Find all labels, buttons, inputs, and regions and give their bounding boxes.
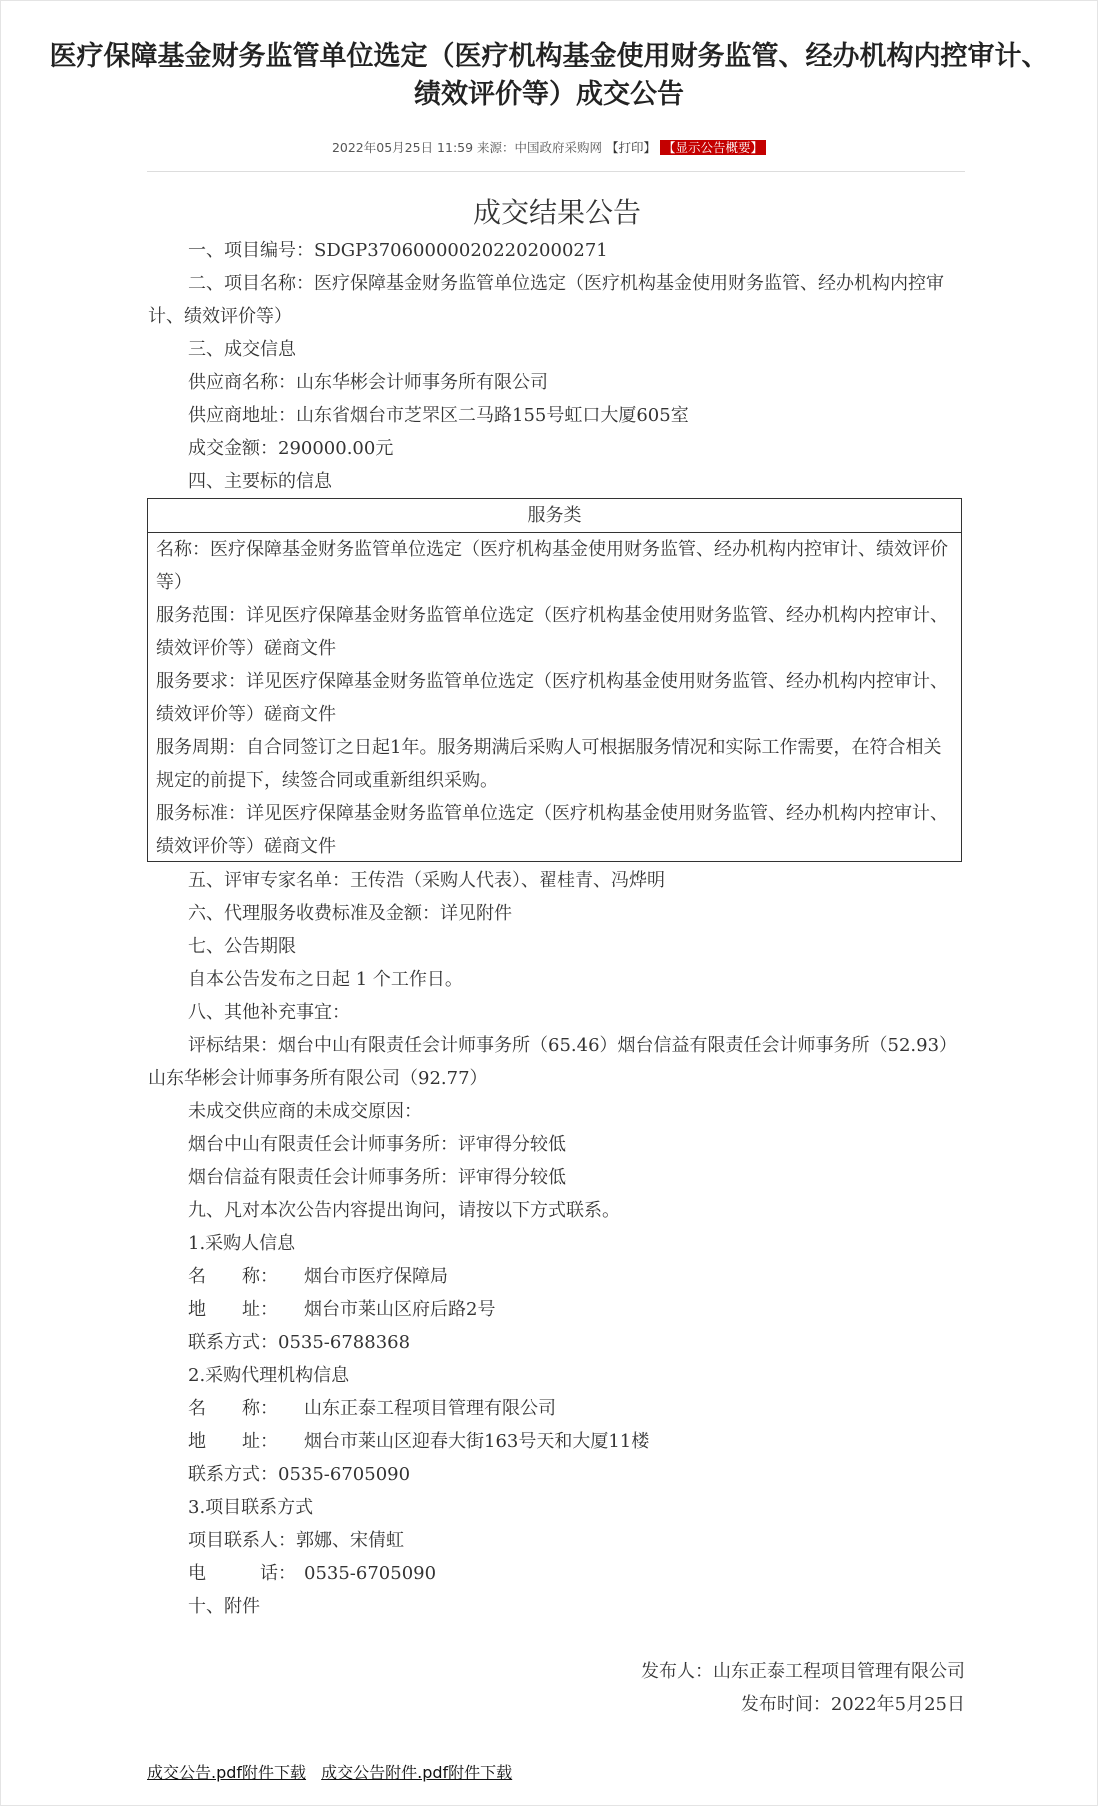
supplier-name: 供应商名称：山东华彬会计师事务所有限公司 [188, 372, 548, 393]
doc-subtitle: 成交结果公告 [472, 196, 641, 229]
meta-bar [0, 138, 1098, 156]
purchaser-name-value: 烟台市医疗保障局 [304, 1266, 448, 1287]
attachment-links [147, 1760, 522, 1783]
section-supplementary: 八、其他补充事宜： [188, 1002, 350, 1023]
agency-address [148, 1425, 1006, 1458]
phone-label: 电 话： [188, 1563, 296, 1584]
phone-value: 0535-6705090 [304, 1563, 437, 1584]
evaluation-result: 评标结果：烟台中山有限责任会计师事务所（65.46）烟台信益有限责任会计师事务所（52.93）山东华彬会计师事务所有限公司（92.77） [148, 1035, 958, 1089]
attachment-link-2[interactable]: 成交公告附件.pdf附件下载 [321, 1763, 513, 1782]
project-contact-title: 3.项目联系方式 [188, 1497, 314, 1518]
publish-time: 发布时间：2022年5月25日 [740, 1694, 965, 1715]
agency-name-label: 名 称： [188, 1398, 278, 1419]
unsuccessful-title: 未成交供应商的未成交原因： [188, 1101, 422, 1122]
service-row-requirement: 服务要求：详见医疗保障基金财务监管单位选定（医疗机构基金使用财务监管、经办机构内控审计、绩效评价等）磋商文件 [156, 671, 948, 725]
agency-name-value: 山东正泰工程项目管理有限公司 [304, 1398, 556, 1419]
page-title: 医疗保障基金财务监管单位选定（医疗机构基金使用财务监管、经办机构内控审计、绩效评价等）成交公告 [49, 41, 1049, 110]
section-project-name: 二、项目名称：医疗保障基金财务监管单位选定（医疗机构基金使用财务监管、经办机构内控审计、绩效评价等） [148, 273, 944, 327]
supplier-address: 供应商地址：山东省烟台市芝罘区二马路155号虹口大厦605室 [188, 405, 689, 426]
purchaser-address [148, 1293, 1006, 1326]
date-source: 2022年05月25日 11:59 来源：中国政府采购网 [331, 140, 603, 155]
deal-amount: 成交金额：290000.00元 [188, 438, 394, 459]
show-summary-link[interactable]: 【显示公告概要】 [660, 140, 766, 155]
agency-addr-label: 地 址： [188, 1431, 278, 1452]
unsuccessful-reason-2: 烟台信益有限责任会计师事务所：评审得分较低 [188, 1167, 566, 1188]
service-row-period: 服务周期：自合同签订之日起1年。服务期满后采购人可根据服务情况和实际工作需要，在符合相关规定的前提下，续签合同或重新组织采购。 [156, 737, 942, 791]
service-table-header: 服务类 [148, 499, 961, 533]
service-row-standard: 服务标准：详见医疗保障基金财务监管单位选定（医疗机构基金使用财务监管、经办机构内控审计、绩效评价等）磋商文件 [156, 803, 948, 857]
divider [147, 171, 965, 172]
service-row-scope: 服务范围：详见医疗保障基金财务监管单位选定（医疗机构基金使用财务监管、经办机构内控审计、绩效评价等）磋商文件 [156, 605, 948, 659]
section-notice-period: 七、公告期限 [188, 936, 296, 957]
service-table-body [148, 533, 961, 863]
purchaser-name-label: 名 称： [188, 1266, 278, 1287]
attachment-link-1[interactable]: 成交公告.pdf附件下载 [147, 1763, 307, 1782]
agency-name [148, 1392, 1006, 1425]
unsuccessful-reason-1: 烟台中山有限责任会计师事务所：评审得分较低 [188, 1134, 566, 1155]
section-experts: 五、评审专家名单：王传浩（采购人代表）、翟桂青、冯烨明 [188, 870, 665, 891]
project-phone [148, 1557, 1006, 1590]
section-contact: 九、凡对本次公告内容提出询问，请按以下方式联系。 [188, 1200, 620, 1221]
agency-title: 2.采购代理机构信息 [188, 1365, 350, 1386]
purchaser-contact: 联系方式：0535-6788368 [188, 1332, 411, 1353]
print-link[interactable]: 【打印】 [606, 140, 657, 155]
service-table [147, 498, 962, 862]
project-contact-person: 项目联系人：郭娜、宋倩虹 [188, 1530, 404, 1551]
purchaser-name [148, 1260, 1006, 1293]
section-main-subject: 四、主要标的信息 [188, 471, 332, 492]
purchaser-title: 1.采购人信息 [188, 1233, 296, 1254]
section-agency-fee: 六、代理服务收费标准及金额：详见附件 [188, 903, 512, 924]
agency-contact: 联系方式：0535-6705090 [188, 1464, 411, 1485]
section-attachments: 十、附件 [188, 1596, 260, 1617]
purchaser-addr-label: 地 址： [188, 1299, 278, 1320]
notice-period-detail: 自本公告发布之日起 1 个工作日。 [188, 969, 463, 990]
service-row-name: 名称：医疗保障基金财务监管单位选定（医疗机构基金使用财务监管、经办机构内控审计、绩效评价等） [156, 539, 948, 593]
agency-addr-value: 烟台市莱山区迎春大街163号天和大厦11楼 [304, 1431, 650, 1452]
publisher: 发布人：山东正泰工程项目管理有限公司 [641, 1661, 965, 1682]
purchaser-addr-value: 烟台市莱山区府后路2号 [304, 1299, 496, 1320]
section-project-number: 一、项目编号：SDGP370600000202202000271 [188, 240, 608, 261]
section-deal-info: 三、成交信息 [188, 339, 296, 360]
